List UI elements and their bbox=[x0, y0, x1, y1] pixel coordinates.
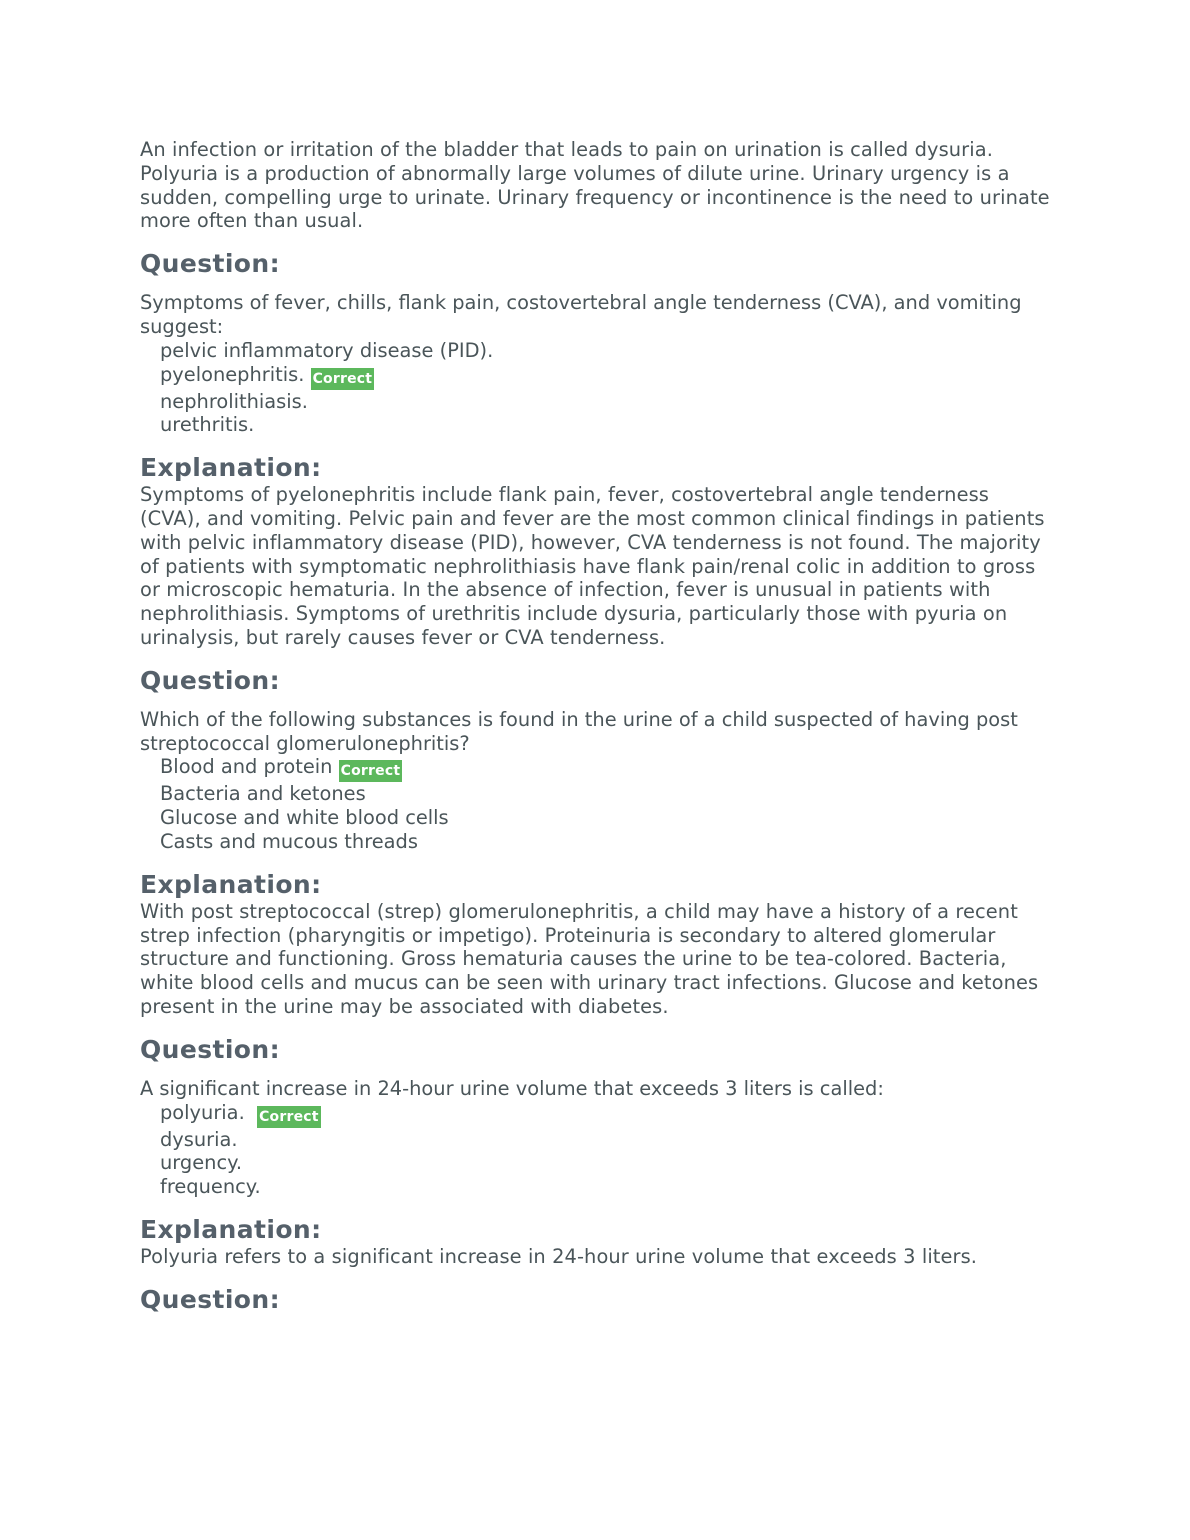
explanation-heading: Explanation: bbox=[140, 869, 322, 899]
explanation-heading: Explanation: bbox=[140, 1214, 322, 1244]
answer-text: Casts and mucous threads bbox=[160, 829, 418, 853]
answer-text: urethritis. bbox=[160, 413, 255, 437]
answer-option[interactable] bbox=[140, 413, 1052, 437]
question-stem: Which of the following substances is found in the urine of a child suspected of having post streptococcal glomerulonephritis? bbox=[140, 707, 1018, 755]
document-page bbox=[140, 138, 1052, 1315]
answer-list bbox=[140, 339, 1052, 437]
answer-option[interactable] bbox=[140, 806, 1052, 830]
question-heading: Question: bbox=[140, 1034, 280, 1064]
explanation-paragraph: Polyuria refers to a significant increase in 24-hour urine volume that exceeds 3 liters. bbox=[140, 1244, 978, 1268]
intro-paragraph: An infection or irritation of the bladder that leads to pain on urination is called dysuria. Polyuria is a production of abnormally large volumes of dilute urine. Urinary urgency is a sudden, compelling urge to urinate. Urinary frequency or incontinence is the need to urinate more often than usual. bbox=[140, 138, 1050, 233]
answer-list bbox=[140, 755, 1052, 853]
correct-badge: Correct bbox=[311, 368, 375, 390]
answer-option[interactable] bbox=[140, 1128, 1052, 1152]
explanation-heading: Explanation: bbox=[140, 453, 322, 483]
answer-option-correct[interactable] bbox=[140, 755, 1052, 782]
explanation-paragraph: With post streptococcal (strep) glomerulonephritis, a child may have a history of a recent strep infection (pharyngitis or impetigo). Proteinuria is secondary to altered glomerular structure and functioning. Gross hematuria causes the urine to be tea-colored. Bacteria, white blood cells and mucus can be seen with urinary tract infections. Glucose and ketones present in the urine may be associated with diabetes. bbox=[140, 899, 1039, 1018]
answer-option[interactable] bbox=[140, 782, 1052, 806]
answer-text: pyelonephritis. bbox=[160, 362, 305, 386]
question-stem: A significant increase in 24-hour urine volume that exceeds 3 liters is called: bbox=[140, 1076, 884, 1100]
answer-list bbox=[140, 1101, 1052, 1199]
answer-text: Blood and protein bbox=[160, 755, 333, 779]
explanation-paragraph: Symptoms of pyelonephritis include flank pain, fever, costovertebral angle tenderness (CVA), and vomiting. Pelvic pain and fever are the most common clinical findings in patients with pelvic inflammatory disease (PID), however, CVA tenderness is not found. The majority of patients with symptomatic nephrolithiasis have flank pain/renal colic in addition to gross or microscopic hematuria. In the absence of infection, fever is unusual in patients with nephrolithiasis. Symptoms of urethritis include dysuria, particularly those with pyuria on urinalysis, but rarely causes fever or CVA tenderness. bbox=[140, 483, 1045, 649]
answer-text: dysuria. bbox=[160, 1127, 238, 1151]
answer-text: Glucose and white blood cells bbox=[160, 806, 449, 830]
answer-option[interactable] bbox=[140, 339, 1052, 363]
question-heading: Question: bbox=[140, 1284, 280, 1314]
answer-option[interactable] bbox=[140, 1151, 1052, 1175]
answer-text: nephrolithiasis. bbox=[160, 389, 308, 413]
answer-text: pelvic inflammatory disease (PID). bbox=[160, 338, 494, 362]
answer-option[interactable] bbox=[140, 830, 1052, 854]
correct-badge: Correct bbox=[257, 1106, 321, 1128]
answer-option-correct[interactable] bbox=[140, 1101, 1052, 1128]
question-stem: Symptoms of fever, chills, flank pain, costovertebral angle tenderness (CVA), and vomiting suggest: bbox=[140, 291, 1022, 338]
answer-text: polyuria. bbox=[160, 1100, 245, 1124]
question-heading: Question: bbox=[140, 665, 280, 695]
answer-option-correct[interactable] bbox=[140, 363, 1052, 390]
answer-option[interactable] bbox=[140, 390, 1052, 414]
correct-badge: Correct bbox=[339, 760, 403, 782]
question-heading: Question: bbox=[140, 249, 280, 279]
answer-text: urgency. bbox=[160, 1151, 242, 1175]
answer-option[interactable] bbox=[140, 1175, 1052, 1199]
answer-text: Bacteria and ketones bbox=[160, 782, 366, 806]
answer-text: frequency. bbox=[160, 1175, 261, 1199]
